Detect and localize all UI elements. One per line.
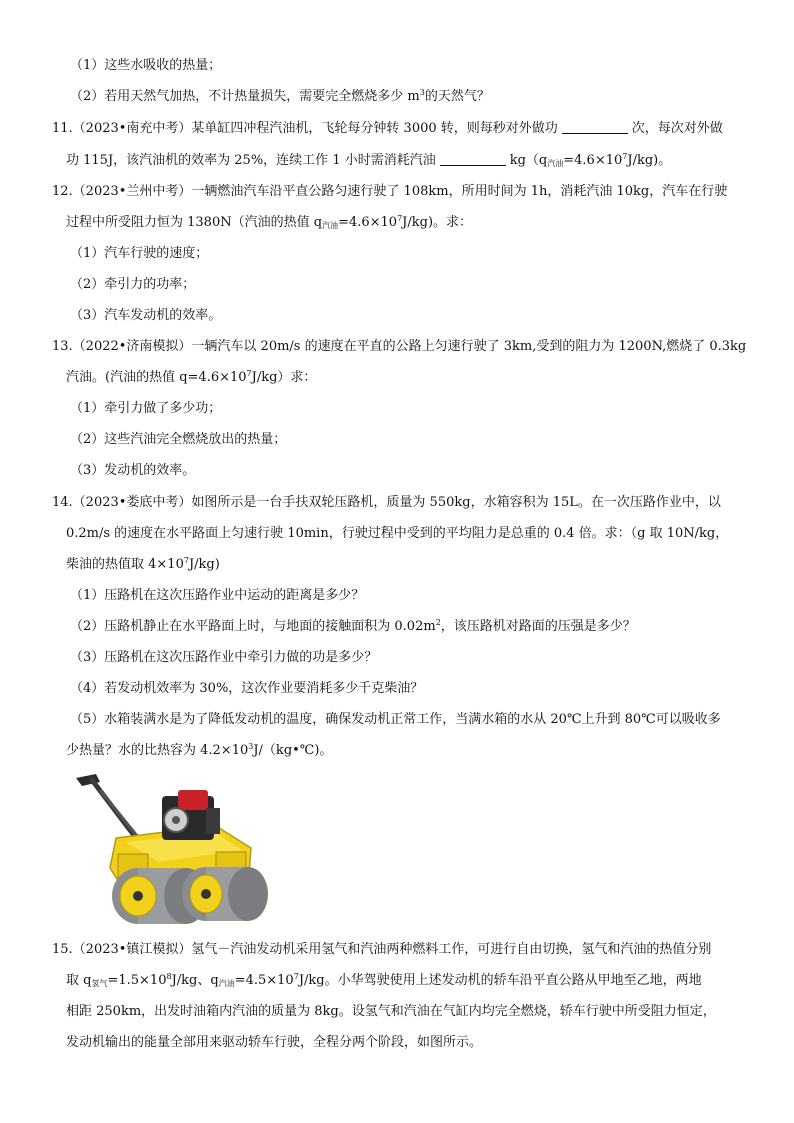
q14-sub1: （1）压路机在这次压路作业中运动的距离是多少？ [70,588,365,603]
q11-blank-2[interactable] [440,151,506,166]
q12-line2: 过程中所受阻力恒为 1380N（汽油的热值 $q_{汽油}=4.6\times 10^7J/kg$)。求： [66,214,473,230]
engine-side [206,808,220,834]
q15-line4: 发动机输出的能量全部用来驱动轿车行驶，全程分两个阶段，如图所示。 [66,1035,483,1050]
q15-line1: 15.（2023•镇江模拟）氢气－汽油发动机采用氢气和汽油两种燃料工作，可进行自由切换，氢气和汽油的热值分别 [52,942,712,957]
q14-sub4: （4）若发动机效率为 30%，这次作业要消耗多少千克柴油？ [70,681,424,696]
q14-sub5-line1: （5）水箱装满水是为了降低发动机的温度，确保发动机正常工作，当满水箱的水从 20℃上升到 80℃可以吸收多 [70,712,721,727]
q11-line2: 功 115J，该汽油机的效率为 25%，连续工作 1 小时需消耗汽油 $kg(q_{汽油}=4.6\times 10^7J/kg)$。 [66,152,672,168]
q12-line1: 12.（2023•兰州中考）一辆燃油汽车沿平直公路匀速行驶了 108km，所用时间为 1h，消耗汽油 10kg，汽车在行驶 [52,184,728,199]
q14-line3: 柴油的热值取 $4\times 10^7J/kg$) [66,556,220,572]
q14-line2: 0.2m/s 的速度在水平路面上匀速行驶 10min，行驶过程中受到的平均阻力是总重的 0.4 倍。求：（g 取 10N/kg， [66,526,729,541]
q10-sub1: （1）这些水吸收的热量； [70,58,222,73]
q12-sub2: （2）牵引力的功率； [70,277,196,292]
q12-sub1: （1）汽车行驶的速度； [70,246,209,261]
q13-sub1: （1）牵引力做了多少功； [70,401,222,416]
q13-sub2: （2）这些汽油完全燃烧放出的热量； [70,432,287,447]
road-roller-image [66,768,276,928]
q15-line2: 取 $q_{氢气}=1.5\times 10^8J/kg$、$q_{汽油}=4.5\times 10^7J/kg$。小华驾驶使用上述发动机的轿车沿平直公路从甲地至乙地，两地 [66,972,702,988]
q13-line1: 13.（2022•济南模拟）一辆汽车以 20m/s 的速度在平直的公路上匀速行驶了 3km,受到的阻力为 1200N,燃烧了 0.3kg [52,339,747,354]
fuel-tank [178,790,208,810]
q14-line1: 14.（2023•娄底中考）如图所示是一台手扶双轮压路机，质量为 550kg，水箱容积为 15L。在一次压路作业中，以 [52,495,721,510]
q12-sub3: （3）汽车发动机的效率。 [70,308,222,323]
q11-line1: 11.（2023•南充中考）某单缸四冲程汽油机，飞轮每分钟转 3000 转，则每秒对外做功 次，每次对外做 [52,121,723,136]
q14-sub2: （2）压路机静止在水平路面上时，与地面的接触面积为 $0.02m^2$，该压路机对路面的压强是多少？ [70,618,636,634]
q11-blank-1[interactable] [562,119,628,134]
q14-sub3: （3）压路机在这次压路作业中牵引力做的功是多少？ [70,650,378,665]
q13-line2: 汽油。(汽油的热值 $q=4.6\times 10^7J/kg$）求： [66,369,317,385]
handle-bar-2 [100,790,142,842]
q10-sub2: （2）若用天然气加热，不计热量损失，需要完全燃烧多少 $m^3$的天然气？ [70,88,490,104]
q13-sub3: （3）发动机的效率。 [70,463,196,478]
q15-line3: 相距 250km，出发时油箱内汽油的质量为 8kg。设氢气和汽油在气缸内均完全燃烧，轿车行驶中所受阻力恒定， [66,1004,716,1019]
q14-sub5-line2: 少热量？水的比热容为 $4.2\times 10^3J/(kg•℃)$。 [66,742,333,758]
